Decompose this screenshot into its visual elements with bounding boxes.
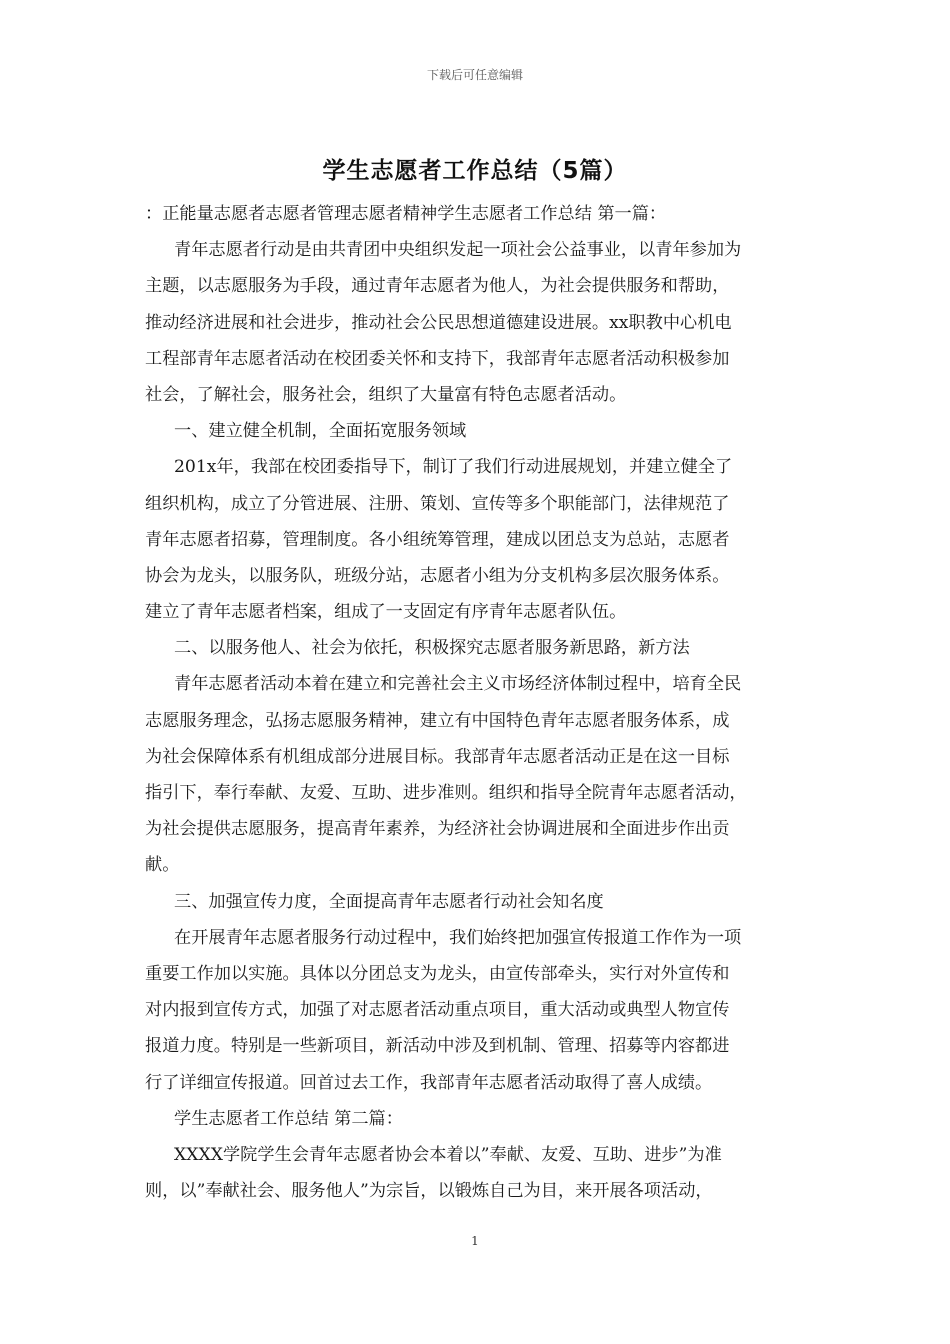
section-heading: 一、建立健全机制，全面拓宽服务领域 [174, 421, 467, 442]
section-heading: 学生志愿者工作总结 第二篇： [174, 1108, 403, 1129]
paragraph-line: XXXX学院学生会青年志愿者协会本着以”奉献、友爱、互助、进步”为准 [174, 1144, 722, 1165]
paragraph-line: 建立了青年志愿者档案，组成了一支固定有序青年志愿者队伍。 [145, 602, 627, 623]
keywords-line: ：正能量志愿者志愿者管理志愿者精神学生志愿者工作总结 第一篇： [145, 204, 667, 224]
paragraph-line: 协会为龙头，以服务队，班级分站，志愿者小组为分支机构多层次服务体系。 [145, 565, 730, 586]
page-number: 1 [471, 1234, 479, 1248]
header-note: 下载后可任意编辑 [426, 68, 523, 82]
paragraph-line: 青年志愿者行动是由共青团中央组织发起一项社会公益事业，以青年参加为 [174, 240, 742, 261]
paragraph-line: 志愿服务理念，弘扬志愿服务精神，建立有中国特色青年志愿者服务体系，成 [145, 710, 730, 731]
paragraph-line: 青年志愿者活动本着在建立和完善社会主义市场经济体制过程中，培育全民 [174, 674, 742, 695]
paragraph-line: 主题，以志愿服务为手段，通过青年志愿者为他人，为社会提供服务和帮助， [145, 276, 730, 297]
paragraph-line: 为社会保障体系有机组成部分进展目标。我部青年志愿者活动正是在这一目标 [145, 746, 730, 767]
section-heading: 二、以服务他人、社会为依托，积极探究志愿者服务新思路，新方法 [174, 638, 690, 659]
paragraph-line: 重要工作加以实施。具体以分团总支为龙头，由宣传部牵头，实行对外宣传和 [145, 963, 730, 984]
paragraph-line: 则，以”奉献社会、服务他人”为宗旨，以锻炼自己为目，来开展各项活动， [145, 1181, 713, 1202]
paragraph-line: 青年志愿者招募，管理制度。各小组统筹管理，建成以团总支为总站，志愿者 [145, 529, 730, 550]
paragraph-line: 组织机构，成立了分管进展、注册、策划、宣传等多个职能部门，法律规范了 [145, 493, 730, 514]
paragraph-line: 献。 [145, 855, 180, 876]
paragraph-line: 对内报到宣传方式，加强了对志愿者活动重点项目，重大活动或典型人物宣传 [145, 1000, 730, 1021]
document-title: 学生志愿者工作总结（5篇） [322, 158, 628, 184]
paragraph-line: 为社会提供志愿服务，提高青年素养，为经济社会协调进展和全面进步作出贡 [145, 819, 730, 840]
paragraph-line: 201x年，我部在校团委指导下，制订了我们行动进展规划，并建立健全了 [174, 457, 733, 478]
paragraph-line: 社会，了解社会，服务社会，组织了大量富有特色志愿者活动。 [145, 384, 627, 405]
paragraph-line: 报道力度。特别是一些新项目，新活动中涉及到机制、管理、招募等内容都进 [145, 1036, 730, 1057]
paragraph-line: 工程部青年志愿者活动在校团委关怀和支持下，我部青年志愿者活动积极参加 [145, 348, 730, 369]
paragraph-line: 指引下，奉行奉献、友爱、互助、进步准则。组织和指导全院青年志愿者活动， [145, 783, 747, 803]
paragraph-line: 在开展青年志愿者服务行动过程中，我们始终把加强宣传报道工作作为一项 [174, 927, 742, 948]
section-heading: 三、加强宣传力度，全面提高青年志愿者行动社会知名度 [174, 891, 604, 912]
document-body [145, 196, 825, 1209]
paragraph-line: 推动经济进展和社会进步，推动社会公民思想道德建设进展。xx职教中心机电 [145, 312, 732, 333]
paragraph-line: 行了详细宣传报道。回首过去工作，我部青年志愿者活动取得了喜人成绩。 [145, 1072, 713, 1093]
